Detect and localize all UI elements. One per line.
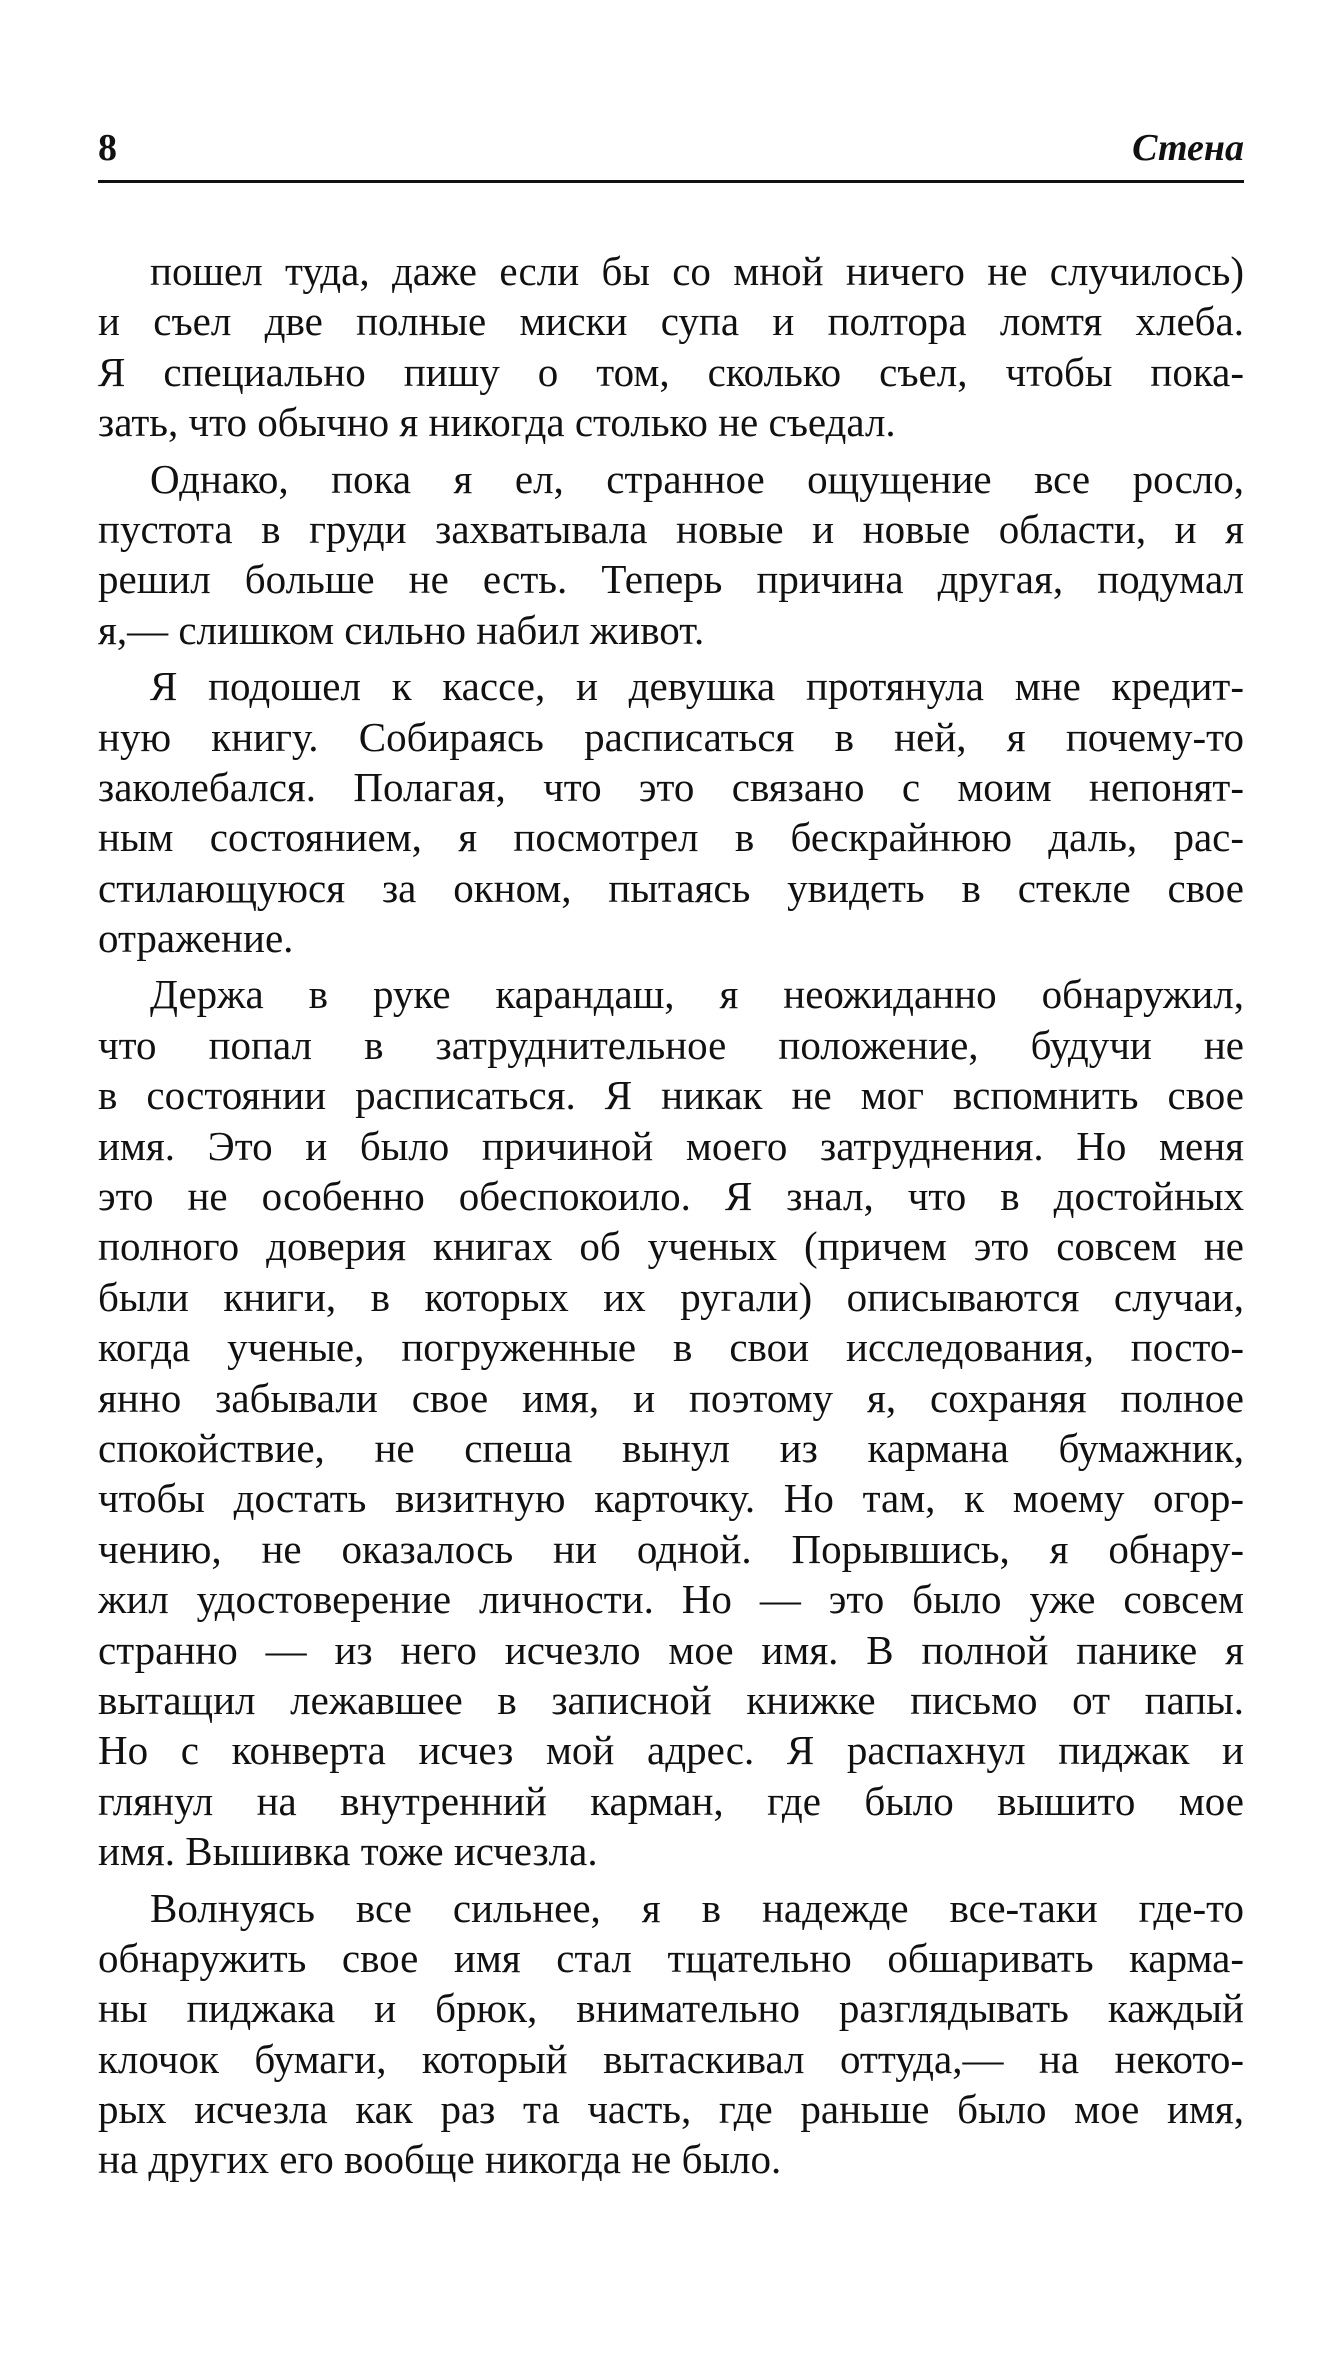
text-line: на других его вообще никогда не было. bbox=[98, 2136, 782, 2183]
text-line: полного доверия книгах об ученых (причем это совсем не bbox=[98, 1223, 1244, 1270]
text-line: Волнуясь все сильнее, я в надежде все-таки где-то bbox=[150, 1884, 1244, 1931]
text-line: янно забывали свое имя, и поэтому я, сохраняя полное bbox=[98, 1374, 1244, 1421]
text-line: стилающуюся за окном, пытаясь увидеть в стекле свое bbox=[98, 864, 1244, 911]
text-line: Держа в руке карандаш, я неожиданно обнаружил, bbox=[150, 971, 1244, 1018]
text-line: ны пиджака и брюк, внимательно разглядывать каждый bbox=[98, 1985, 1244, 2032]
running-title: Стена bbox=[1132, 127, 1244, 169]
text-line: и съел две полные миски супа и полтора ломтя хлеба. bbox=[98, 298, 1244, 345]
text-line: глянул на внутренний карман, где было вышито мое bbox=[98, 1777, 1244, 1824]
text-line: Я специально пишу о том, сколько съел, чтобы пока- bbox=[98, 348, 1244, 395]
text-line: ную книгу. Собираясь расписаться в ней, я почему-то bbox=[98, 713, 1244, 760]
text-line: чению, не оказалось ни одной. Порывшись, я обнару- bbox=[98, 1525, 1244, 1572]
text-line: имя. Это и было причиной моего затруднения. Но меня bbox=[98, 1122, 1244, 1169]
text-line: странно — из него исчезло мое имя. В полной панике я bbox=[98, 1626, 1244, 1673]
text-line: ным состоянием, я посмотрел в бескрайнюю даль, рас- bbox=[98, 814, 1244, 861]
text-line: что попал в затруднительное положение, будучи не bbox=[98, 1021, 1244, 1068]
text-line: спокойствие, не спеша вынул из кармана бумажник, bbox=[98, 1424, 1244, 1471]
text-line: пустота в груди захватывала новые и новые области, и я bbox=[98, 505, 1244, 552]
text-line: отражение. bbox=[98, 915, 294, 962]
text-line: Я подошел к кассе, и девушка протянула мне кредит- bbox=[150, 663, 1244, 710]
text-line: пошел туда, даже если бы со мной ничего не случилось) bbox=[150, 248, 1244, 294]
paragraph-2 bbox=[98, 454, 1244, 656]
text-line: Но с конверта исчез мой адрес. Я распахнул пиджак и bbox=[98, 1727, 1244, 1774]
text-line: клочок бумаги, который вытаскивал оттуда,— на некото- bbox=[98, 2035, 1244, 2082]
text-line: имя. Вышивка тоже исчезла. bbox=[98, 1828, 598, 1875]
text-line: это не особенно обеспокоило. Я знал, что в достойных bbox=[98, 1173, 1244, 1220]
text-line: вытащил лежавшее в записной книжке письмо от папы. bbox=[98, 1676, 1244, 1723]
text-line: рых исчезла как раз та часть, где раньше было мое имя, bbox=[98, 2086, 1244, 2133]
paragraph-3 bbox=[98, 661, 1244, 963]
running-header bbox=[98, 118, 1244, 183]
text-line: в состоянии расписаться. Я никак не мог вспомнить свое bbox=[98, 1072, 1244, 1119]
page-number: 8 bbox=[98, 127, 117, 169]
body-text bbox=[98, 246, 1244, 2191]
text-line: были книги, в которых их ругали) описываются случаи, bbox=[98, 1273, 1244, 1320]
paragraph-1 bbox=[98, 246, 1244, 448]
text-line: когда ученые, погруженные в свои исследования, посто- bbox=[98, 1324, 1244, 1371]
text-line: заколебался. Полагая, что это связано с моим непонят- bbox=[98, 763, 1244, 810]
text-line: я,— слишком сильно набил живот. bbox=[98, 606, 705, 653]
text-line: Однако, пока я ел, странное ощущение все росло, bbox=[150, 455, 1244, 502]
paragraph-4 bbox=[98, 969, 1244, 1876]
text-line: решил больше не есть. Теперь причина другая, подумал bbox=[98, 556, 1244, 603]
text-line: чтобы достать визитную карточку. Но там, к моему огор- bbox=[98, 1475, 1244, 1522]
text-line: зать, что обычно я никогда столько не съедал. bbox=[98, 399, 896, 446]
paragraph-5 bbox=[98, 1883, 1244, 2185]
text-line: жил удостоверение личности. Но — это было уже совсем bbox=[98, 1576, 1244, 1623]
text-line: обнаружить свое имя стал тщательно обшаривать карма- bbox=[98, 1934, 1244, 1981]
